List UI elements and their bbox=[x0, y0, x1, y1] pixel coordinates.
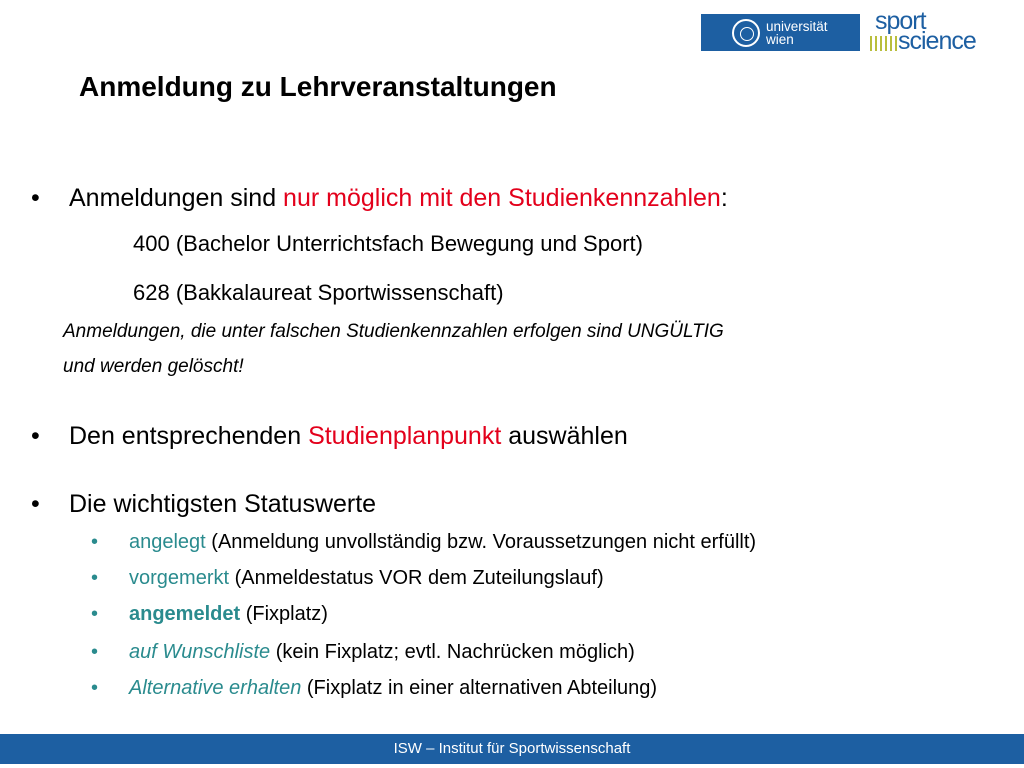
bullet-text-plain: Den entsprechenden bbox=[69, 422, 309, 450]
study-code-628: 628 (Bakkalaureat Sportwissenschaft) bbox=[133, 280, 504, 305]
bullet-icon: • bbox=[31, 422, 40, 450]
footer-bar bbox=[0, 734, 1024, 764]
invalid-note-line2: und werden gelöscht! bbox=[63, 356, 244, 377]
bullet-text-tail: : bbox=[720, 184, 728, 212]
sub-bullet-icon: • bbox=[91, 567, 99, 589]
status-item-angelegt bbox=[91, 531, 756, 554]
status-description: (kein Fixplatz; evtl. Nachrücken möglich) bbox=[270, 641, 635, 663]
bullet-status-values bbox=[31, 490, 376, 519]
sport-science-logo bbox=[870, 7, 982, 55]
study-code-400: 400 (Bachelor Unterrichtsfach Bewegung und Sport) bbox=[133, 231, 643, 256]
bullet-text-plain: Anmeldungen sind bbox=[69, 184, 284, 212]
bullet-text-highlight: Studienplanpunkt bbox=[308, 422, 502, 450]
status-term: vorgemerkt bbox=[129, 567, 230, 589]
logo-bars-icon bbox=[870, 36, 897, 51]
university-logo-line2: wien bbox=[766, 31, 794, 47]
status-item-alternative bbox=[91, 677, 657, 700]
bullet-icon: • bbox=[31, 490, 40, 518]
sub-bullet-icon: • bbox=[91, 603, 99, 625]
bullet-study-plan bbox=[31, 422, 628, 451]
status-term: angelegt bbox=[129, 531, 206, 553]
university-seal-icon bbox=[732, 19, 760, 47]
bullet-text-tail: auswählen bbox=[501, 422, 628, 450]
status-description: (Anmeldung unvollständig bzw. Voraussetzungen nicht erfüllt) bbox=[205, 531, 757, 553]
status-description: (Fixplatz in einer alternativen Abteilung) bbox=[301, 677, 658, 699]
status-description: (Anmeldestatus VOR dem Zuteilungslauf) bbox=[229, 567, 604, 589]
status-description: (Fixplatz) bbox=[240, 603, 328, 625]
bullet-text: Die wichtigsten Statuswerte bbox=[69, 490, 377, 518]
sub-bullet-icon: • bbox=[91, 641, 99, 663]
bullet-icon: • bbox=[31, 184, 40, 212]
university-logo-text bbox=[766, 20, 828, 46]
status-term: Alternative erhalten bbox=[129, 677, 302, 699]
invalid-note-line1: Anmeldungen, die unter falschen Studienkennzahlen erfolgen sind UNGÜLTIG bbox=[63, 321, 724, 342]
sport-logo-word: sport bbox=[875, 7, 926, 35]
status-item-vorgemerkt bbox=[91, 567, 604, 590]
status-term: angemeldet bbox=[129, 603, 241, 625]
slide-title: Anmeldung zu Lehrveranstaltungen bbox=[79, 71, 557, 102]
status-item-angemeldet bbox=[91, 603, 328, 626]
universitaet-wien-logo bbox=[701, 14, 860, 51]
bullet-text-highlight: nur möglich mit den Studienkennzahlen bbox=[283, 184, 721, 212]
bullet-registration-codes bbox=[31, 184, 728, 213]
sub-bullet-icon: • bbox=[91, 531, 99, 553]
sub-bullet-icon: • bbox=[91, 677, 99, 699]
status-item-wunschliste bbox=[91, 641, 635, 664]
status-term: auf Wunschliste bbox=[129, 641, 271, 663]
footer-text: ISW – Institut für Sportwissenschaft bbox=[393, 740, 631, 757]
university-logo-line1: universität bbox=[766, 18, 828, 34]
science-logo-word: science bbox=[898, 27, 976, 55]
